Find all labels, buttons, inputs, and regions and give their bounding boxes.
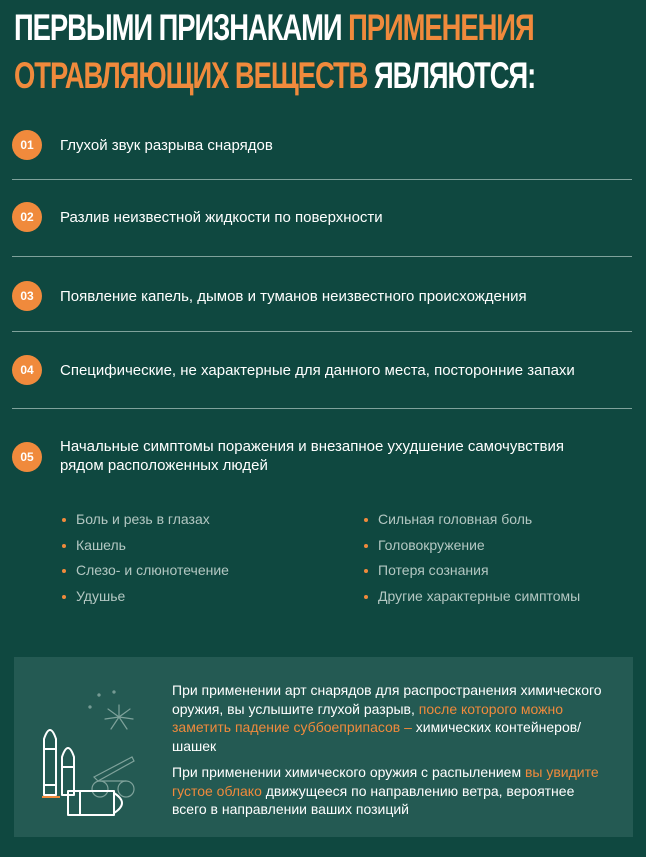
info-text-part: химических контейнеров/шашек	[172, 719, 582, 754]
info-box	[14, 657, 633, 837]
symptoms-column-right	[364, 507, 580, 609]
item-number-badge: 01	[12, 130, 42, 160]
item-number-badge: 04	[12, 355, 42, 385]
item-number-badge: 02	[12, 202, 42, 232]
symptoms-column-left	[62, 507, 229, 609]
page-title	[14, 4, 536, 100]
symptom-item: Удушье	[62, 584, 229, 610]
symptom-item: Боль и резь в глазах	[62, 507, 229, 533]
info-text-accent: после которого можно заметить падение суббоеприпасов –	[172, 700, 563, 735]
item-text: Начальные симптомы поражения и внезапное ухудшение самочувствия рядом расположенных людей	[60, 438, 564, 474]
info-text-part: При применении химического оружия с распылением	[172, 764, 525, 780]
symptom-item: Слезо- и слюнотечение	[62, 558, 229, 584]
symptom-item: Другие характерные симптомы	[364, 584, 580, 610]
symptom-item: Потеря сознания	[364, 558, 580, 584]
symptom-item: Кашель	[62, 533, 229, 559]
info-text-part: При применении арт снарядов для распространения химического оружия, вы услышите глухой разрыв,	[172, 682, 602, 717]
info-text-accent: вы увидите густое облако	[172, 764, 599, 799]
title-part: ПЕРВЫМИ ПРИЗНАКАМИ	[14, 7, 349, 48]
info-paragraph-1	[172, 681, 612, 755]
item-text: Разлив неизвестной жидкости по поверхности	[60, 209, 383, 226]
info-paragraph-2	[172, 763, 612, 819]
symptom-item: Головокружение	[364, 533, 580, 559]
item-number-badge: 03	[12, 281, 42, 311]
item-text: Глухой звук разрыва снарядов	[60, 137, 273, 154]
item-number-badge: 05	[12, 442, 42, 472]
divider	[12, 331, 632, 332]
ammunition-illustration-icon	[34, 677, 154, 827]
symptom-item: Сильная головная боль	[364, 507, 580, 533]
title-part-accent: ПРИМЕНЕНИЯ	[348, 7, 534, 48]
info-text-part: движущееся по направлению ветра, вероятнее всего в направлении ваших позиций	[172, 782, 575, 817]
item-text: Специфические, не характерные для данного места, посторонние запахи	[60, 362, 575, 379]
title-part: ЯВЛЯЮТСЯ:	[373, 55, 536, 96]
divider	[12, 256, 632, 257]
title-part-accent: ОТРАВЛЯЮЩИХ ВЕЩЕСТВ	[14, 55, 374, 96]
item-text: Появление капель, дымов и туманов неизвестного происхождения	[60, 288, 527, 305]
divider	[12, 179, 632, 180]
divider	[12, 408, 632, 409]
info-text	[172, 681, 612, 827]
